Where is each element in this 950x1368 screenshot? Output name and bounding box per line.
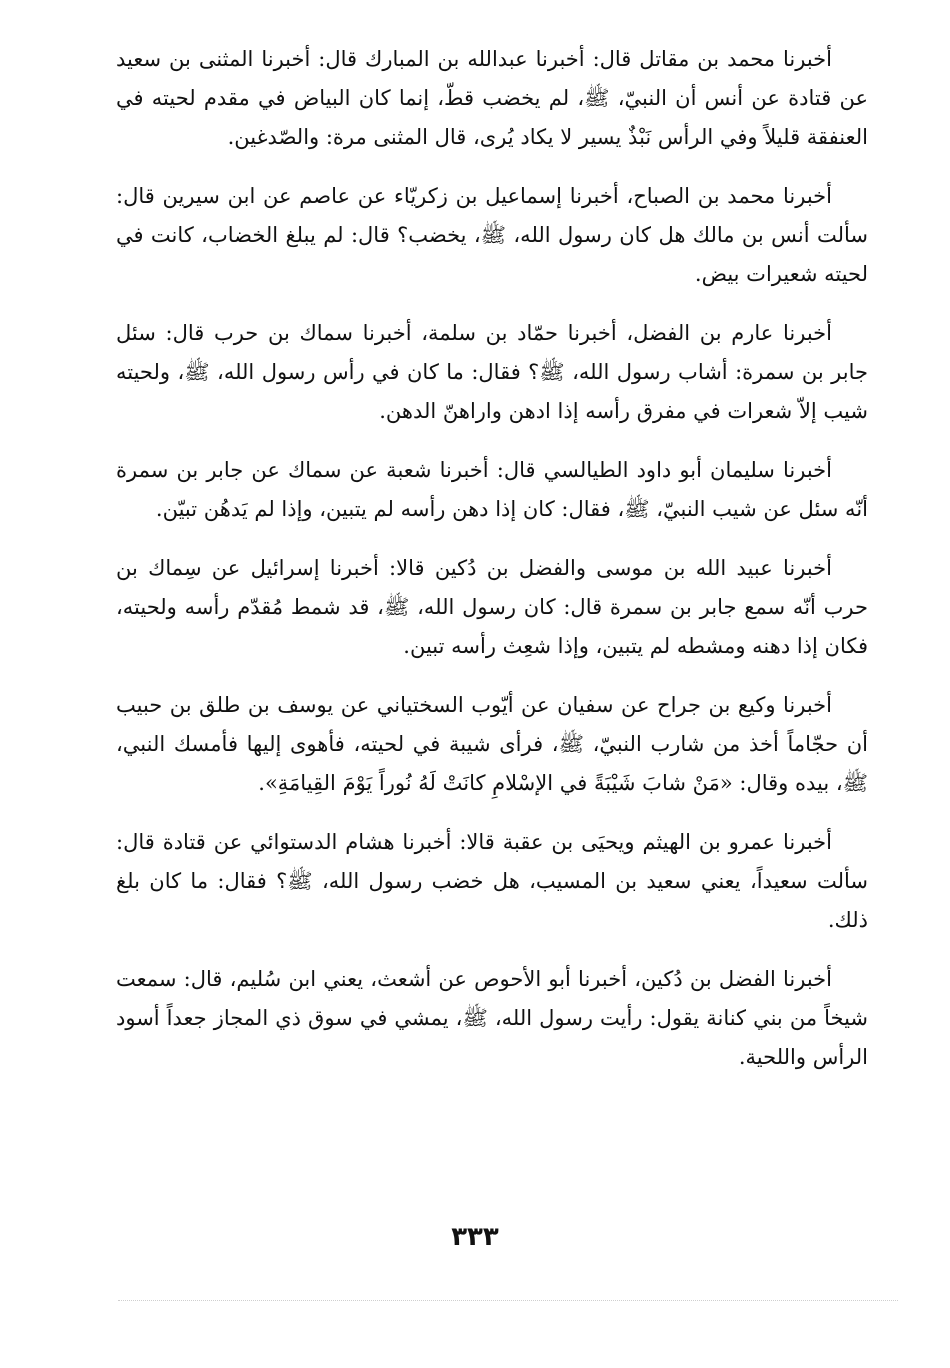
scan-artifact-divider: [118, 1300, 898, 1303]
paragraph-4: أخبرنا سليمان أبو داود الطيالسي قال: أخبرنا شعبة عن سماك عن جابر بن سمرة أنّه سئل عن شيب النبيّ، ﷺ، فقال: كان إذا دهن رأسه لم يتبين، وإذا لم يَدهُن تبيّن.: [116, 458, 868, 521]
page-body: [116, 40, 868, 1097]
paragraph-8: أخبرنا الفضل بن دُكين، أخبرنا أبو الأحوص عن أشعث، يعني ابن سُليم، قال: سمعت شيخاً من بني كنانة يقول: رأيت رسول الله، ﷺ، يمشي في سوق ذي المجاز جعداً أسود الرأس واللحية.: [116, 967, 868, 1069]
paragraph-7: أخبرنا عمرو بن الهيثم ويحيَى بن عقبة قالا: أخبرنا هشام الدستوائي عن قتادة قال: سألت سعيداً، يعني سعيد بن المسيب، هل خضب رسول الله، ﷺ؟ فقال: ما كان بلغ ذلك.: [116, 830, 868, 932]
paragraph-6: أخبرنا وكيع بن جراح عن سفيان عن أيّوب السختياني عن يوسف بن طلق بن حبيب أن حجّاماً أخذ من شارب النبيّ، ﷺ، فرأى شيبة في لحيته، فأهوى إليها فأمسك النبي، ﷺ، بيده وقال: «مَنْ شابَ شَيْبَةً في الإسْلامِ كانَتْ لَهُ نُوراً يَوْمَ القِيامَةِ».: [116, 693, 868, 795]
paragraph-2: أخبرنا محمد بن الصباح، أخبرنا إسماعيل بن زكريّاء عن عاصم عن ابن سيرين قال: سألت أنس بن مالك هل كان رسول الله، ﷺ، يخضب؟ قال: لم يبلغ الخضاب، كانت في لحيته شعيرات بيض.: [116, 184, 868, 286]
paragraph-1: أخبرنا محمد بن مقاتل قال: أخبرنا عبدالله بن المبارك قال: أخبرنا المثنى بن سعيد عن قتادة عن أنس أن النبيّ، ﷺ، لم يخضب قطّ، إنما كان البياض في مقدم لحيته في العنفقة قليلاً وفي الرأس نَبْذٌ يسير لا يكاد يُرى، قال المثنى مرة: والصّدغين.: [116, 47, 868, 149]
paragraph-5: أخبرنا عبيد الله بن موسى والفضل بن دُكين قالا: أخبرنا إسرائيل عن سِماك بن حرب أنّه سمع جابر بن سمرة قال: كان رسول الله، ﷺ، قد شمط مُقدّم رأسه ولحيته، فكان إذا دهنه ومشطه لم يتبين، وإذا شعِث رأسه تبين.: [116, 556, 868, 658]
paragraph-3: أخبرنا عارم بن الفضل، أخبرنا حمّاد بن سلمة، أخبرنا سماك بن حرب قال: سئل جابر بن سمرة: أشاب رسول الله، ﷺ؟ فقال: ما كان في رأس رسول الله، ﷺ، ولحيته شيب إلاّ شعرات في مفرق رأسه إذا ادهن واراهنّ الدهن.: [116, 321, 868, 423]
page-number: ٣٣٣: [451, 1222, 499, 1252]
